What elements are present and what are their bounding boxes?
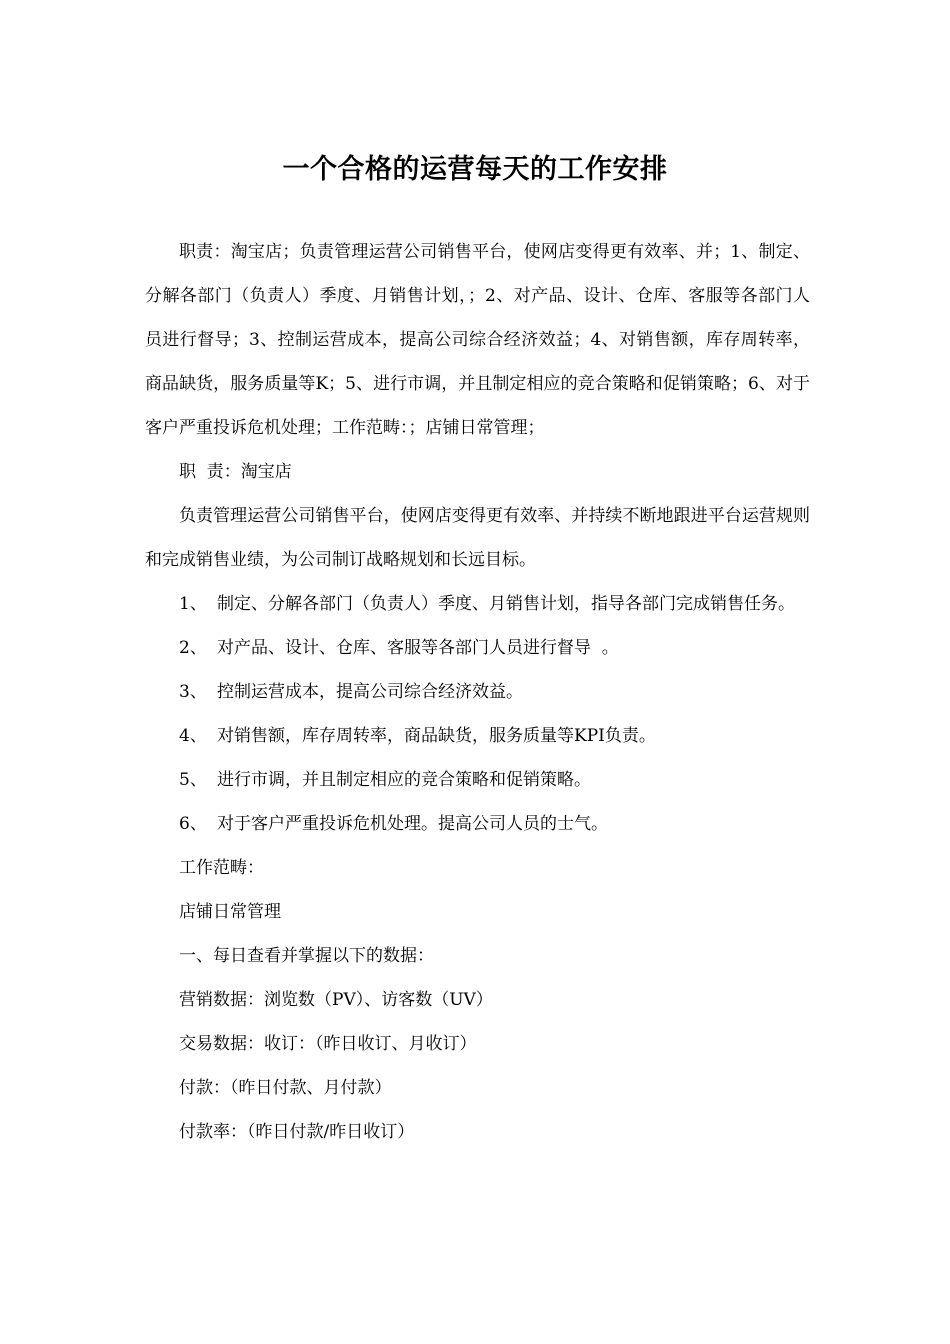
- data-line-transaction: 交易数据：收订：（昨日收订、月收订）: [179, 1034, 477, 1054]
- list-item: [145, 802, 810, 846]
- duty-description: 负责管理运营公司销售平台，使网店变得更有效率、并持续不断地跟进平台运营规则和完成销售业绩，为公司制订战略规划和长远目标。: [145, 506, 810, 570]
- document-body: [145, 230, 810, 1154]
- scope-item: 店铺日常管理: [179, 902, 281, 922]
- list-item: [145, 758, 810, 802]
- list-item: [145, 670, 810, 714]
- page-title: 一个合格的运营每天的工作安排: [282, 154, 668, 185]
- data-line-payment: 付款：（昨日付款、月付款）: [179, 1078, 392, 1098]
- scope-heading: 工作范畴：: [179, 858, 264, 878]
- list-number: 6、: [179, 814, 207, 834]
- list-text: 对于客户严重投诉危机处理。提高公司人员的士气。: [217, 814, 608, 834]
- list-text: 对产品、设计、仓库、客服等各部门人员进行督导 。: [217, 638, 619, 658]
- list-number: 5、: [179, 770, 207, 790]
- daily-data-heading: 一、每日查看并掌握以下的数据：: [179, 946, 434, 966]
- data-line-payment-rate: 付款率：（昨日付款/昨日收订）: [179, 1122, 415, 1142]
- list-item: [145, 582, 810, 626]
- list-number: 3、: [179, 682, 207, 702]
- list-number: 2、: [179, 638, 207, 658]
- list-text: 制定、分解各部门（负责人）季度、月销售计划，指导各部门完成销售任务。: [217, 594, 795, 614]
- duty-line: 职 责：淘宝店: [179, 462, 292, 482]
- summary-paragraph: 职责：淘宝店；负责管理运营公司销售平台，使网店变得更有效率、并；1、制定、分解各部门（负责人）季度、月销售计划，；2、对产品、设计、仓库、客服等各部门人员进行督导；3、控制运营成本，提高公司综合经济效益；4、对销售额，库存周转率，商品缺货，服务质量等K；5、进行市调，并且制定相应的竞合策略和促销策略；6、对于客户严重投诉危机处理；工作范畴：；店铺日常管理；: [145, 242, 810, 438]
- list-item: [145, 626, 810, 670]
- list-text: 对销售额，库存周转率，商品缺货，服务质量等KPI负责。: [217, 726, 656, 746]
- list-item: [145, 714, 810, 758]
- list-text: 进行市调，并且制定相应的竞合策略和促销策略。: [217, 770, 591, 790]
- list-text: 控制运营成本，提高公司综合经济效益。: [217, 682, 523, 702]
- list-number: 4、: [179, 726, 207, 746]
- list-number: 1、: [179, 594, 207, 614]
- data-line-marketing: 营销数据：浏览数（PV）、访客数（UV）: [179, 990, 493, 1010]
